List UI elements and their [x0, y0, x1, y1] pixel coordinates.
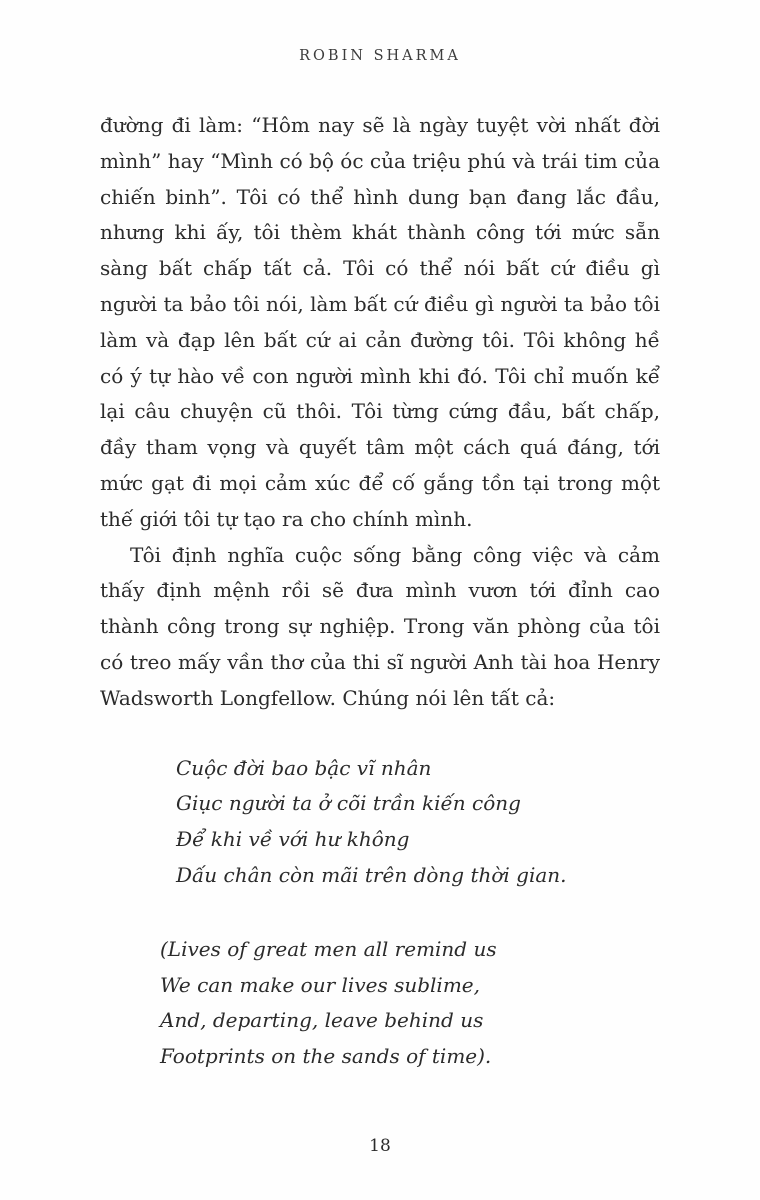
running-header: ROBIN SHARMA [299, 48, 461, 64]
poem-line: Để khi về với hư không [176, 827, 410, 852]
poem-line: Cuộc đời bao bậc vĩ nhân [176, 755, 432, 780]
poem-line: And, departing, leave behind us [160, 1008, 484, 1033]
poem-line: (Lives of great men all remind us [160, 936, 497, 961]
poem-line: We can make our lives sublime, [160, 972, 480, 997]
paragraph: đường đi làm: “Hôm nay sẽ là ngày tuyệt vời nhất đời mình” hay “Mình có bộ óc của triệu phú và trái tim của chiến binh”. Tôi có thể hình dung bạn đang lắc đầu, nhưng khi ấy, tôi thèm khát thành công tới mức sẵn sàng bất chấp tất cả. Tôi có thể nói bất cứ điều gì người ta bảo tôi nói, làm bất cứ điều gì người ta bảo tôi làm và đạp lên bất cứ ai cản đường tôi. Tôi không hề có ý tự hào về con người mình khi đó. Tôi chỉ muốn kể lại câu chuyện cũ thôi. Tôi từng cứng đầu, bất chấp, đầy tham vọng và quyết tâm một cách quá đáng, tới mức gạt đi mọi cảm xúc để cố gắng tồn tại trong một thế giới tôi tự tạo ra cho chính mình. [100, 113, 660, 531]
poem-line: Dấu chân còn mãi trên dòng thời gian. [176, 862, 567, 887]
poem-line: Giục người ta ở cõi trần kiến công [176, 791, 521, 816]
page-body [100, 108, 660, 1075]
poem-vietnamese [100, 751, 660, 894]
poem-english [100, 932, 660, 1075]
page-number: 18 [369, 1136, 391, 1156]
poem-line: Footprints on the sands of time). [160, 1044, 492, 1069]
paragraph: Tôi định nghĩa cuộc sống bằng công việc và cảm thấy định mệnh rồi sẽ đưa mình vươn tới đỉnh cao thành công trong sự nghiệp. Trong văn phòng của tôi có treo mấy vần thơ của thi sĩ người Anh tài hoa Henry Wadsworth Longfellow. Chúng nói lên tất cả: [100, 542, 660, 710]
